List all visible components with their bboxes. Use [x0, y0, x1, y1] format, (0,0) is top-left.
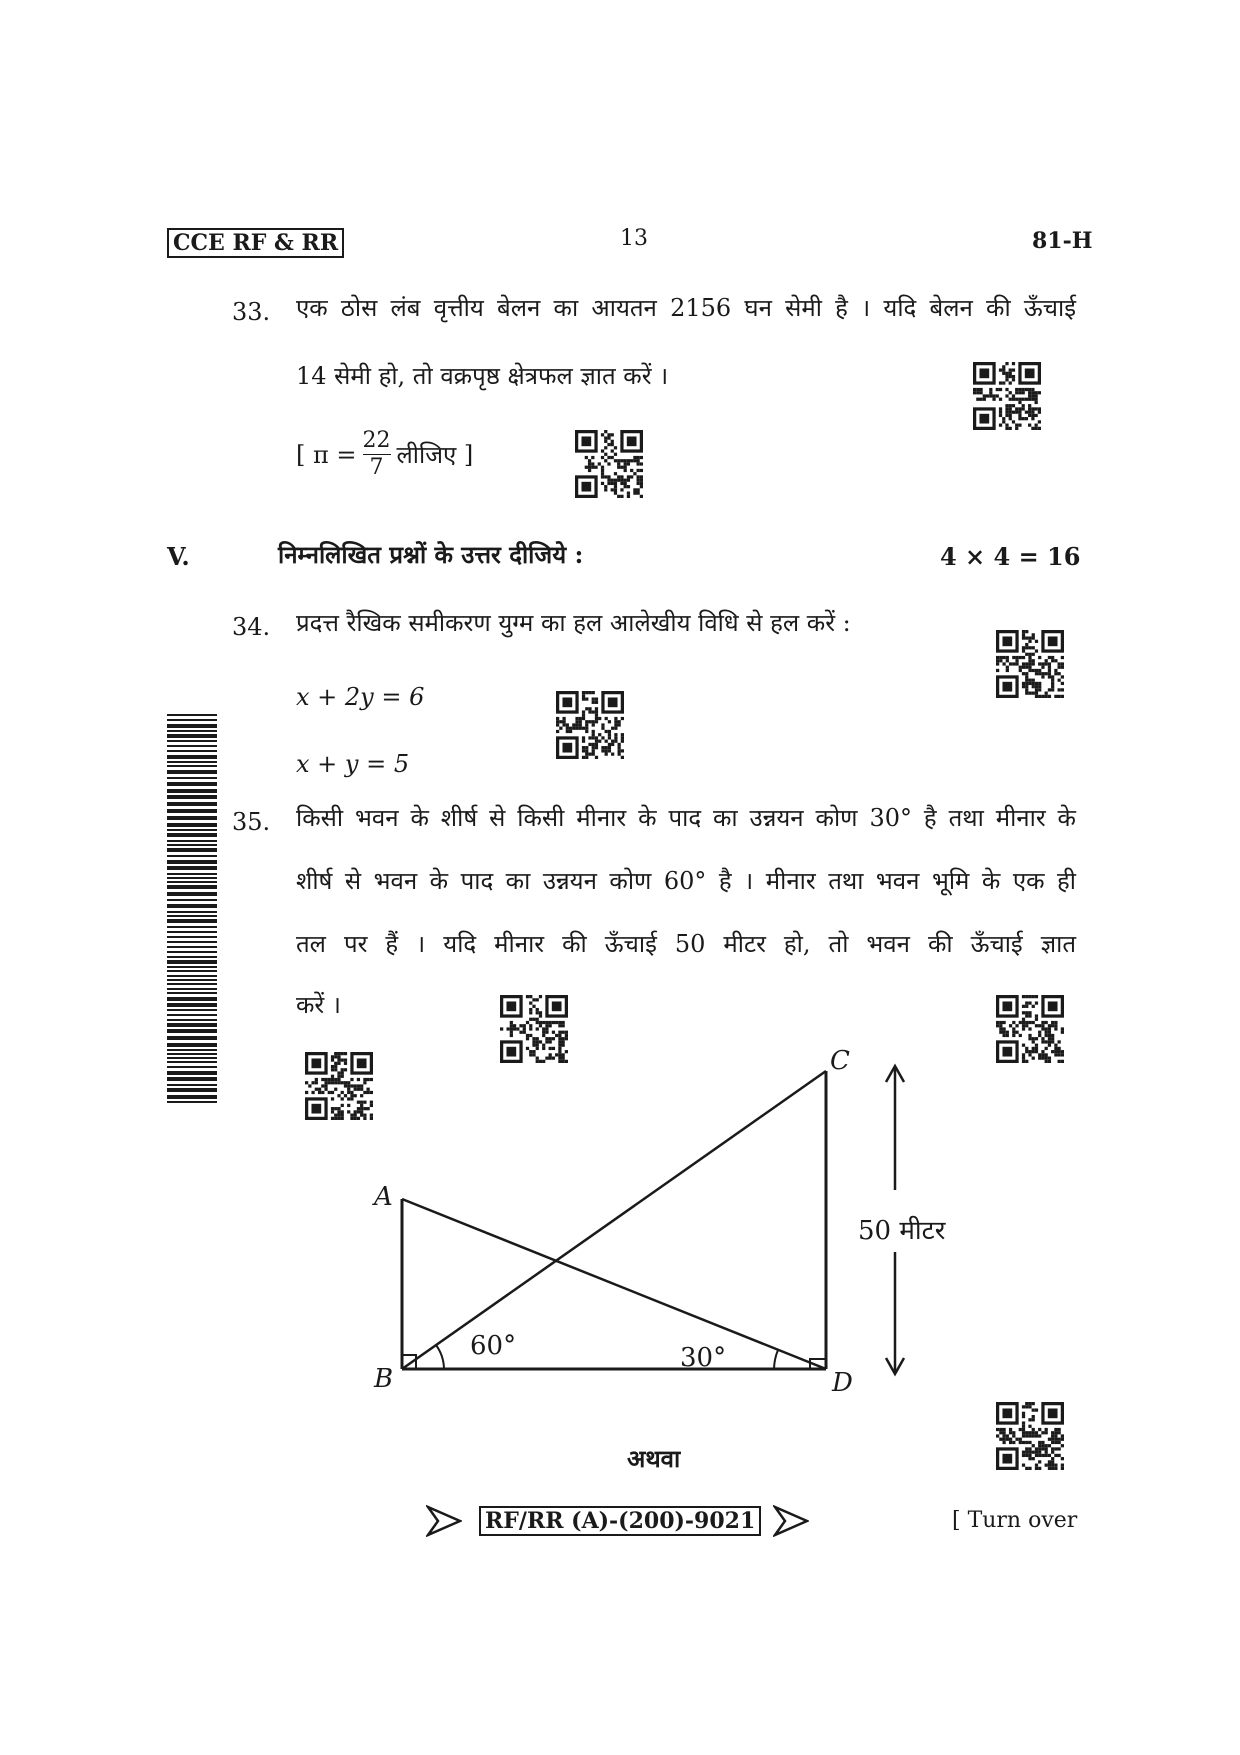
sightline-ad: [402, 1199, 826, 1369]
pointer-arrow-right-icon: [773, 1505, 809, 1537]
qr-code-icon: [575, 430, 643, 498]
label-b: B: [374, 1364, 394, 1394]
footer-code-box: RF/RR (A)-(200)-9021: [479, 1506, 761, 1536]
height-label: 50 मीटर: [858, 1216, 946, 1246]
or-text: अथवा: [627, 1444, 681, 1473]
label-c: C: [830, 1046, 850, 1076]
qr-code-icon: [996, 630, 1064, 698]
q33-number: 33.: [232, 298, 271, 326]
pi-close: लीजिए ]: [396, 440, 474, 469]
q33-line1: एक ठोस लंब वृत्तीय बेलन का आयतन 2156 घन सेमी है । यदि बेलन की ऊँचाई: [296, 294, 1076, 322]
qr-code-icon: [996, 995, 1064, 1063]
subject-code: 81-H: [1032, 228, 1093, 254]
qr-code-icon: [305, 1052, 373, 1120]
q34-equation-2: x + y = 5: [296, 750, 410, 778]
q35-number: 35.: [232, 808, 271, 836]
barcode-icon: [167, 714, 217, 1106]
section-marks: 4 × 4 = 16: [940, 542, 1081, 571]
turn-over: [ Turn over: [952, 1508, 1078, 1533]
pi-denominator: 7: [369, 455, 384, 480]
q35-line2: शीर्ष से भवन के पाद का उन्नयन कोण 60° है । मीनार तथा भवन भूमि के एक ही: [296, 867, 1076, 895]
paper-code-box: CCE RF & RR: [167, 228, 344, 258]
q33-line2: 14 सेमी हो, तो वक्रपृष्ठ क्षेत्रफल ज्ञात करें ।: [296, 362, 669, 390]
qr-code-icon: [500, 995, 568, 1063]
q34-text: प्रदत्त रैखिक समीकरण युग्म का हल आलेखीय विधि से हल करें :: [296, 609, 851, 637]
angle-arc-d: [774, 1350, 778, 1369]
angle-label-30: 30°: [680, 1343, 727, 1373]
sightline-bc: [402, 1071, 826, 1369]
page-number: 13: [620, 226, 648, 251]
qr-code-icon: [996, 1402, 1064, 1470]
pi-fraction: [363, 428, 391, 481]
angle-arc-b: [436, 1345, 444, 1369]
label-d: D: [832, 1368, 853, 1398]
q34-number: 34.: [232, 613, 271, 641]
q35-line3: तल पर हैं । यदि मीनार की ऊँचाई 50 मीटर हो, तो भवन की ऊँचाई ज्ञात: [296, 930, 1076, 958]
angle-label-60: 60°: [470, 1331, 517, 1361]
q35-line4: करें ।: [296, 991, 341, 1019]
qr-code-icon: [556, 691, 624, 759]
section-title: निम्नलिखित प्रश्नों के उत्तर दीजिये :: [278, 540, 584, 569]
q35-line1: किसी भवन के शीर्ष से किसी मीनार के पाद का उन्नयन कोण 30° है तथा मीनार के: [296, 804, 1076, 832]
label-a: A: [374, 1182, 393, 1212]
pi-open: [ π =: [296, 440, 357, 469]
q33-pi-hint: [296, 428, 473, 481]
qr-code-icon: [973, 362, 1041, 430]
pi-numerator: 22: [362, 428, 391, 453]
q34-equation-1: x + 2y = 6: [296, 683, 425, 711]
section-label: V.: [167, 542, 190, 571]
pointer-arrow-left-icon: [426, 1505, 462, 1537]
